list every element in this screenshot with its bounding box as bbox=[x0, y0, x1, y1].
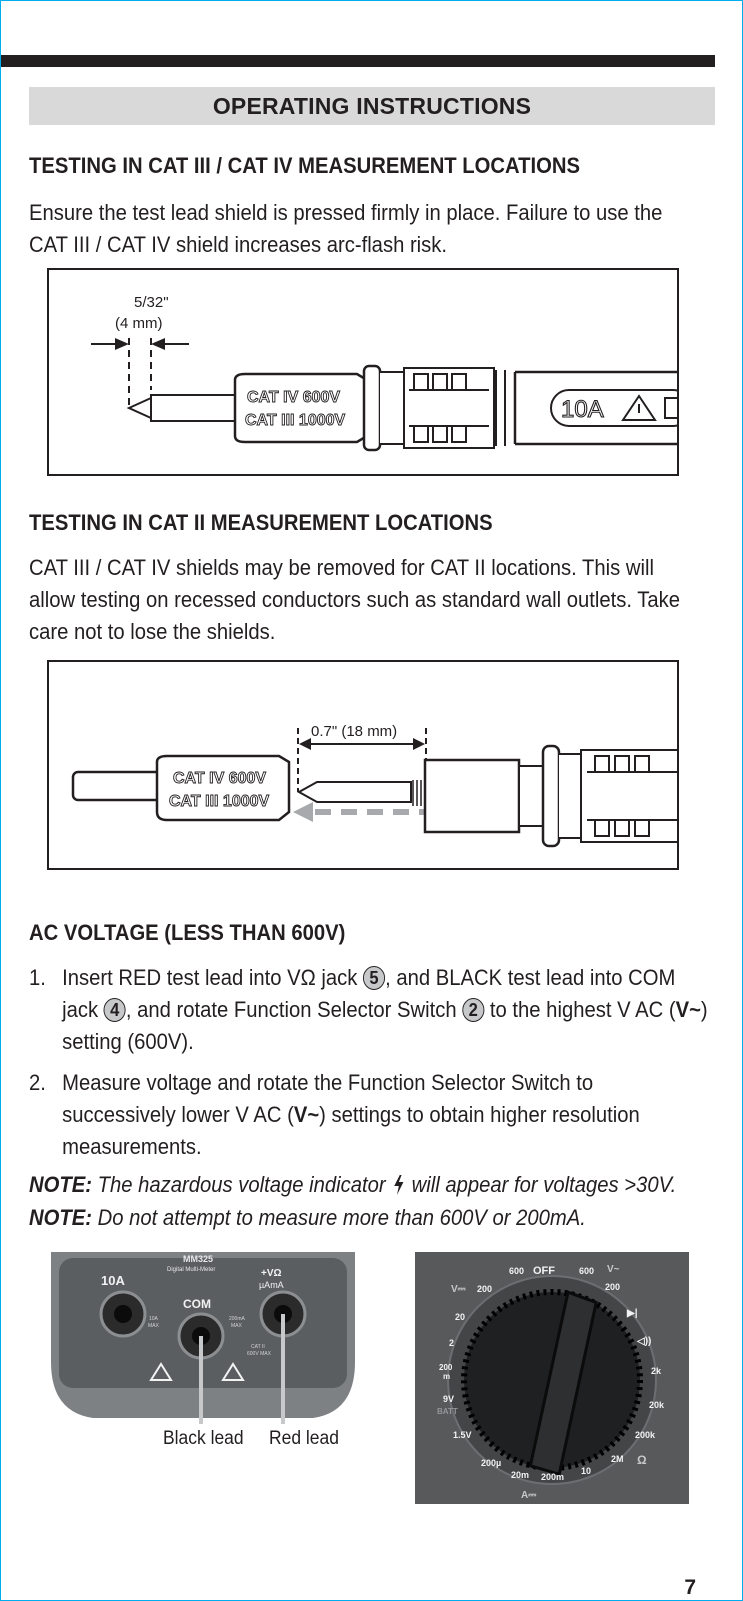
dial-batt-1-5v: 1.5V bbox=[453, 1430, 472, 1440]
cat2-shield-label-line1: CAT IV 600V bbox=[173, 770, 267, 787]
cat34-dim-line1: 5/32" bbox=[134, 294, 169, 311]
dial-dc-200: 200 bbox=[477, 1284, 493, 1294]
page-number: 7 bbox=[684, 1576, 696, 1599]
step-1 bbox=[29, 962, 710, 1058]
dial-ac-600: 600 bbox=[579, 1266, 595, 1276]
cat2-shield-label-line2: CAT III 1000V bbox=[169, 793, 270, 810]
note-1-label: NOTE: bbox=[29, 1172, 92, 1197]
jack-10a-max-2: MAX bbox=[148, 1323, 159, 1329]
dial-a-200m: 200m bbox=[541, 1472, 565, 1482]
step-1-text-a: Insert RED test lead into VΩ jack bbox=[62, 965, 363, 990]
jack-10a-label: 10A bbox=[101, 1273, 125, 1288]
cat34-probe-drawing bbox=[49, 270, 677, 474]
dial-dc-200m-1: 200 bbox=[439, 1363, 453, 1372]
dial-a-10: 10 bbox=[581, 1466, 592, 1476]
cat34-dim-line2: (4 mm) bbox=[115, 315, 163, 332]
dial-dc-20: 20 bbox=[455, 1312, 466, 1322]
dial-a-dc-label: A⎓ bbox=[521, 1490, 537, 1501]
dial-ohm-20k: 20k bbox=[649, 1400, 665, 1410]
red-lead-label: Red lead bbox=[269, 1426, 339, 1449]
cat34-shield-label-line2: CAT III 1000V bbox=[245, 412, 346, 429]
jack-10a-max-1: 10A bbox=[149, 1316, 158, 1322]
dial-batt-9v: 9V bbox=[443, 1394, 455, 1404]
dial-v-ac-label: V~ bbox=[607, 1264, 620, 1275]
function-dial-photo bbox=[415, 1252, 689, 1504]
cat2-shield-figure bbox=[47, 660, 679, 870]
note-hazard-indicator bbox=[29, 1172, 676, 1198]
step-1-text-c: , and rotate Function Selector Switch bbox=[125, 997, 463, 1022]
dial-ac-200: 200 bbox=[605, 1282, 621, 1292]
cat-rating-1: CAT II bbox=[251, 1344, 265, 1350]
note-max-measurement bbox=[29, 1205, 586, 1231]
fuse-rating-label: 10A bbox=[561, 396, 604, 423]
note-2-text: Do not attempt to measure more than 600V or 200mA. bbox=[91, 1205, 586, 1230]
step-1-text-d: to the highest V AC ( bbox=[484, 997, 676, 1022]
callout-2: 2 bbox=[462, 998, 484, 1022]
cat-rating-2: 600V MAX bbox=[247, 1351, 271, 1357]
section-banner: OPERATING INSTRUCTIONS bbox=[29, 87, 715, 125]
callout-5: 5 bbox=[363, 966, 385, 990]
cat2-paragraph: CAT III / CAT IV shields may be removed for CAT II locations. This will allow testing on recessed conductors such as standard wall outlets. Take care not to lose the shields. bbox=[29, 555, 681, 644]
dial-dc-2: 2 bbox=[449, 1338, 455, 1348]
jack-200ma-max-1: 200mA bbox=[229, 1316, 245, 1322]
note-1-text-b: will appear for voltages >30V. bbox=[405, 1172, 677, 1197]
lightning-icon bbox=[391, 1173, 406, 1197]
jack-com-label: COM bbox=[183, 1297, 211, 1311]
continuity-icon: ◁)) bbox=[637, 1336, 652, 1347]
v-ac-symbol: V~ bbox=[675, 997, 701, 1022]
dial-batt-label: BATT bbox=[437, 1407, 458, 1416]
dial-a-20m: 20m bbox=[511, 1470, 530, 1480]
dial-v-dc-label: V⎓ bbox=[451, 1284, 466, 1295]
ohm-icon: Ω bbox=[637, 1453, 647, 1467]
note-1-text-a: The hazardous voltage indicator bbox=[91, 1172, 392, 1197]
dial-dc-600: 600 bbox=[509, 1266, 525, 1276]
cat34-paragraph: Ensure the test lead shield is pressed firmly in place. Failure to use the CAT III / CAT IV shield increases arc-flash risk. bbox=[29, 200, 663, 257]
cat34-heading: TESTING IN CAT III / CAT IV MEASUREMENT LOCATIONS bbox=[29, 153, 580, 178]
top-rule bbox=[1, 55, 715, 67]
cat34-shield-figure bbox=[47, 268, 679, 476]
diode-icon: ▶| bbox=[627, 1308, 638, 1319]
dial-ohm-2k: 2k bbox=[651, 1366, 662, 1376]
dial-dc-200m-2: m bbox=[443, 1372, 451, 1381]
black-lead-label: Black lead bbox=[163, 1426, 244, 1449]
meter-jacks-photo bbox=[43, 1252, 363, 1452]
cat34-shield-label-line1: CAT IV 600V bbox=[247, 389, 341, 406]
v-ac-symbol: V~ bbox=[293, 1102, 320, 1127]
jack-ua-ma-label: µAmA bbox=[259, 1280, 284, 1290]
step-2-text-b: ) settings to obtain higher resolution measurements. bbox=[62, 1102, 640, 1159]
step-1-text-e: ) setting (600V). bbox=[62, 997, 708, 1054]
model-label: MM325 bbox=[183, 1254, 214, 1264]
note-2-label: NOTE: bbox=[29, 1205, 92, 1230]
step-2-number: 2. bbox=[29, 1070, 46, 1095]
cat2-heading: TESTING IN CAT II MEASUREMENT LOCATIONS bbox=[29, 510, 493, 535]
dial-ohm-200k: 200k bbox=[635, 1430, 656, 1440]
cat2-dim-label: 0.7" (18 mm) bbox=[311, 723, 398, 740]
step-2 bbox=[29, 1067, 710, 1163]
step-1-number: 1. bbox=[29, 965, 46, 990]
jack-200ma-max-2: MAX bbox=[231, 1323, 242, 1329]
cat2-probe-drawing bbox=[49, 662, 677, 868]
dial-ohm-2m: 2M bbox=[611, 1454, 624, 1464]
dial-a-200u: 200µ bbox=[481, 1458, 502, 1468]
dial-off-label: OFF bbox=[533, 1265, 555, 1277]
step-1-text-b: , and BLACK test lead into COM jack bbox=[62, 965, 676, 1022]
step-2-text-a: Measure voltage and rotate the Function Selector Switch to successively lower V AC ( bbox=[62, 1070, 594, 1127]
jack-vohm-label: +VΩ bbox=[261, 1268, 282, 1279]
acv-heading: AC VOLTAGE (LESS THAN 600V) bbox=[29, 920, 346, 945]
model-subtitle: Digital Multi-Meter bbox=[167, 1267, 216, 1273]
callout-4: 4 bbox=[104, 998, 126, 1022]
